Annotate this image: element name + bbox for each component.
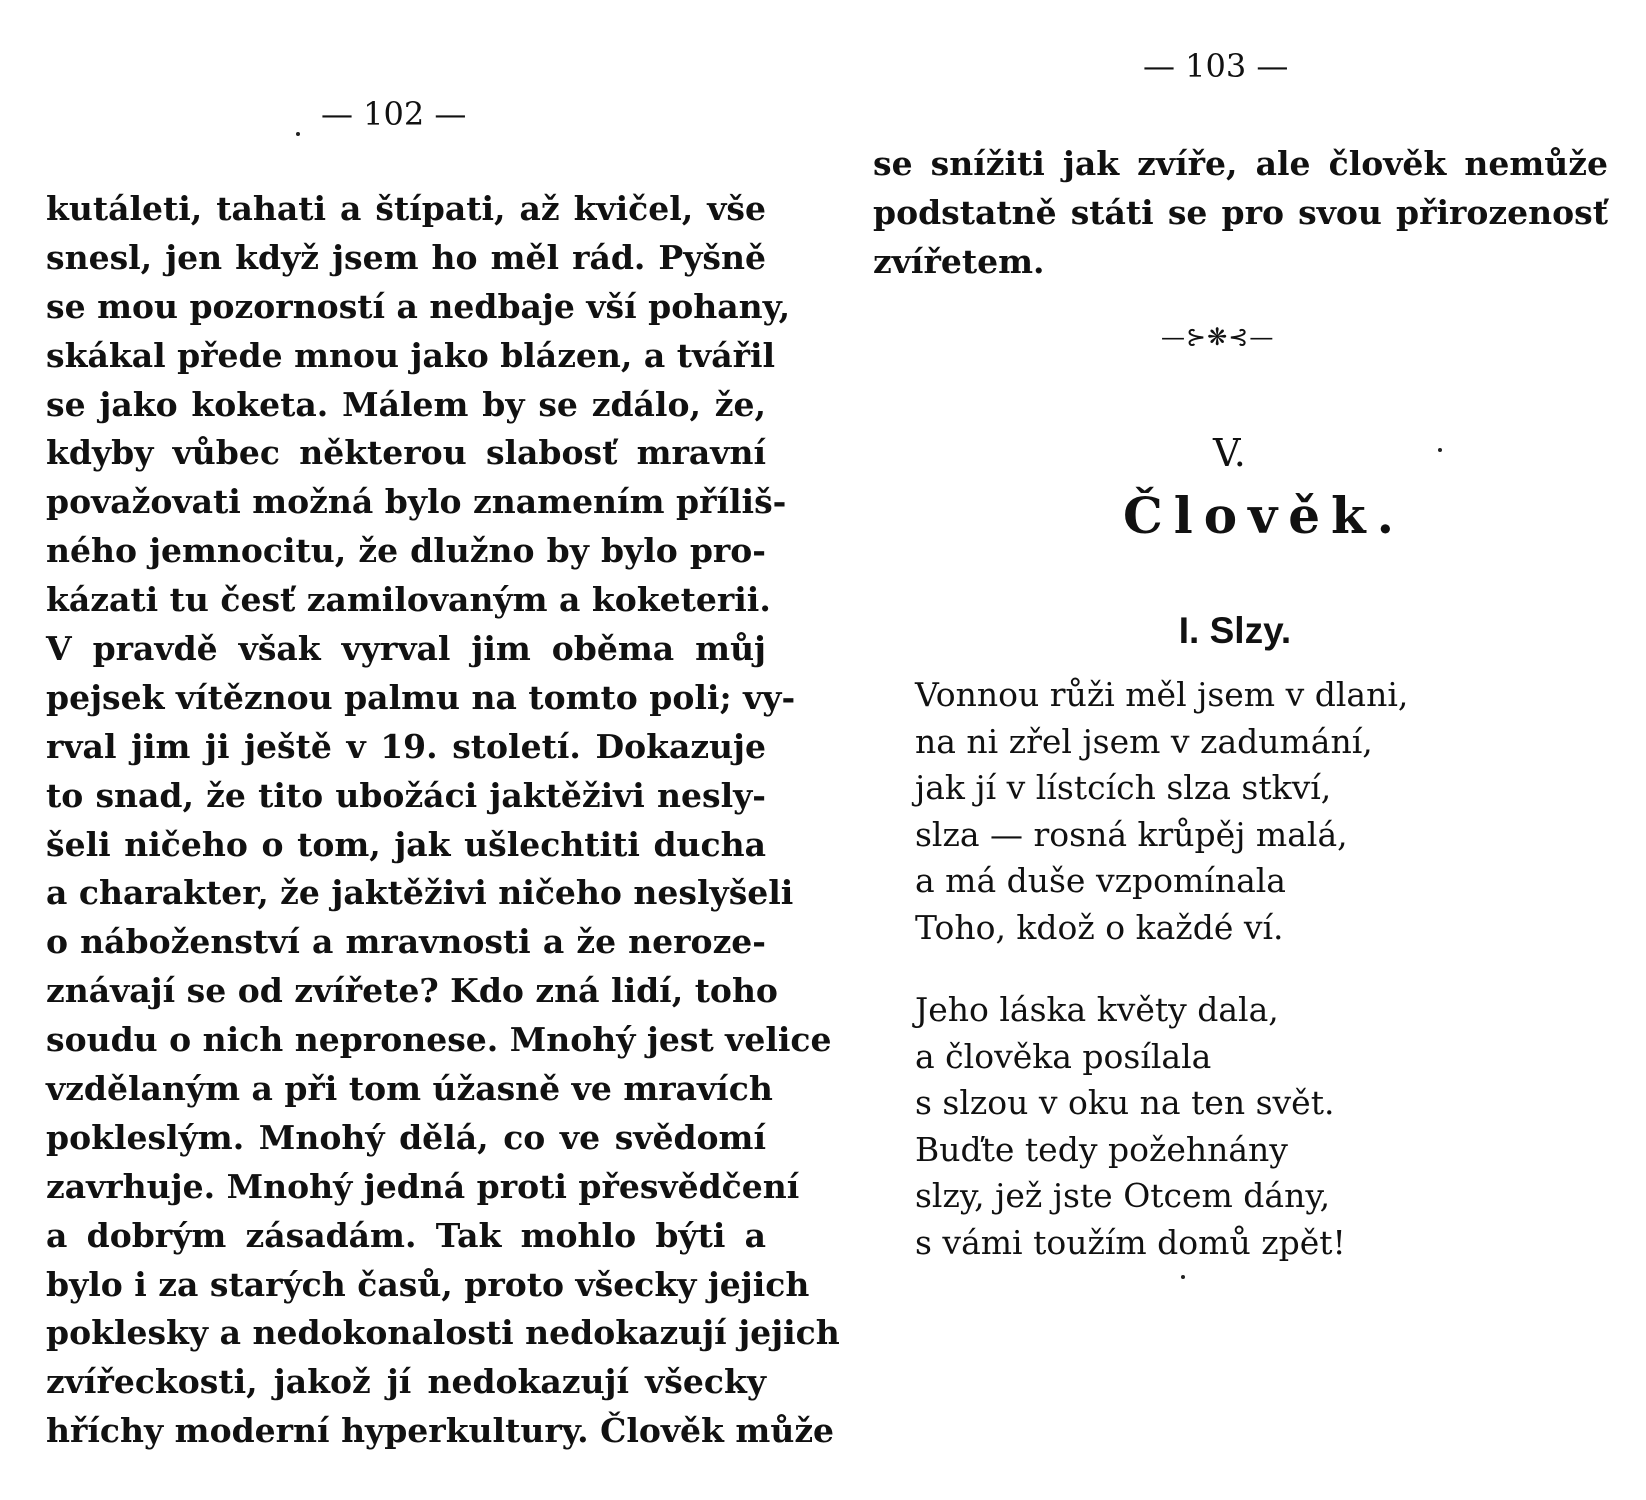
text-line: snesl, jen když jsem ho měl rád. Pyšně — [46, 237, 766, 277]
text-line: a charakter, že jaktěživi ničeho neslyšeli — [46, 873, 794, 913]
text-line: poklesky a nedokonalosti nedokazují jejich — [46, 1313, 840, 1353]
body-text — [873, 140, 1608, 287]
text-line: vzdělaným a při tom úžasně ve mravích — [46, 1069, 773, 1109]
text-line: a dobrým zásadám. Tak mohlo býti a — [46, 1215, 766, 1255]
verse-line: slza — rosná krůpěj malá, — [915, 814, 1348, 854]
text-line: zavrhuje. Mnohý jedná proti přesvědčení — [46, 1166, 800, 1206]
section-ornament: —⊱❋⊰— — [1161, 323, 1275, 351]
verse-line: s slzou v oku na ten svět. — [915, 1083, 1335, 1122]
text-line: bylo i za starých časů, proto všecky jejich — [46, 1264, 810, 1304]
text-line: zvířetem. — [873, 241, 1045, 281]
part-title: Člověk. — [1123, 486, 1406, 545]
page-number: — 103 — — [1143, 47, 1289, 85]
text-line: rval jim ji ještě v 19. století. Dokazuje — [46, 726, 766, 766]
text-line: skákal přede mnou jako blázen, a tvářil — [46, 335, 776, 375]
poem-stanza — [915, 672, 1408, 951]
verse-line: a má duše vzpomínala — [915, 861, 1286, 900]
poem-stanza — [915, 987, 1346, 1266]
text-line: považovati možná bylo znamením příliš- — [46, 482, 787, 522]
ink-speck — [1181, 1275, 1185, 1279]
verse-line: jak jí v lístcích slza stkví, — [915, 768, 1332, 807]
text-line: kázati tu česť zamilovaným a koketerii. — [46, 580, 771, 620]
text-line: o náboženství a mravnosti a že neroze- — [46, 922, 766, 962]
text-line: pokleslým. Mnohý dělá, co ve svědomí — [46, 1117, 766, 1157]
verse-line: na ni zřel jsem v zadumání, — [915, 721, 1373, 761]
text-line: soudu o nich nepronese. Mnohý jest velice — [46, 1020, 832, 1060]
poem-title: I. Slzy. — [1178, 610, 1292, 651]
verse-line: Jeho láska květy dala, — [915, 990, 1279, 1029]
ink-speck — [1438, 448, 1442, 452]
verse-line: Buďte tedy požehnány — [915, 1129, 1288, 1169]
verse-line: s vámi toužím domů zpět! — [915, 1222, 1346, 1262]
text-line: V pravdě však vyrval jim oběma můj — [46, 629, 766, 669]
text-line: pejsek vítěznou palmu na tomto poli; vy- — [46, 677, 796, 717]
text-line: kutáleti, tahati a štípati, až kvičel, vše — [46, 189, 766, 228]
ink-speck — [296, 132, 300, 136]
verse-line: slzy, jež jste Otcem dány, — [915, 1176, 1331, 1215]
text-line: zvířeckosti, jakož jí nedokazují všecky — [46, 1362, 766, 1402]
text-line: se mou pozorností a nedbaje vší pohany, — [46, 286, 791, 326]
part-numeral: V. — [1213, 431, 1246, 475]
text-line: znávají se od zvířete? Kdo zná lidí, toho — [46, 971, 778, 1011]
text-line: ného jemnocitu, že dlužno by bylo pro- — [46, 531, 766, 571]
text-line: hříchy moderní hyperkultury. Člověk může — [46, 1411, 835, 1451]
text-line: se snížiti jak zvíře, ale člověk nemůže — [873, 144, 1608, 183]
verse-line: Toho, kdož o každé ví. — [915, 907, 1284, 947]
verse-line: a člověka posílala — [915, 1036, 1212, 1076]
page-number: — 102 — — [321, 95, 467, 133]
text-line: se jako koketa. Málem by se zdálo, že, — [46, 384, 766, 424]
text-line: to snad, že tito ubožáci jaktěživi nesly- — [46, 775, 766, 815]
body-text — [46, 185, 840, 1456]
text-line: šeli ničeho o tom, jak ušlechtiti ducha — [46, 824, 766, 864]
verse-line: Vonnou růži měl jsem v dlani, — [915, 675, 1409, 714]
text-line: podstatně státi se pro svou přirozenosť — [873, 192, 1608, 232]
text-line: kdyby vůbec některou slabosť mravní — [46, 433, 766, 473]
